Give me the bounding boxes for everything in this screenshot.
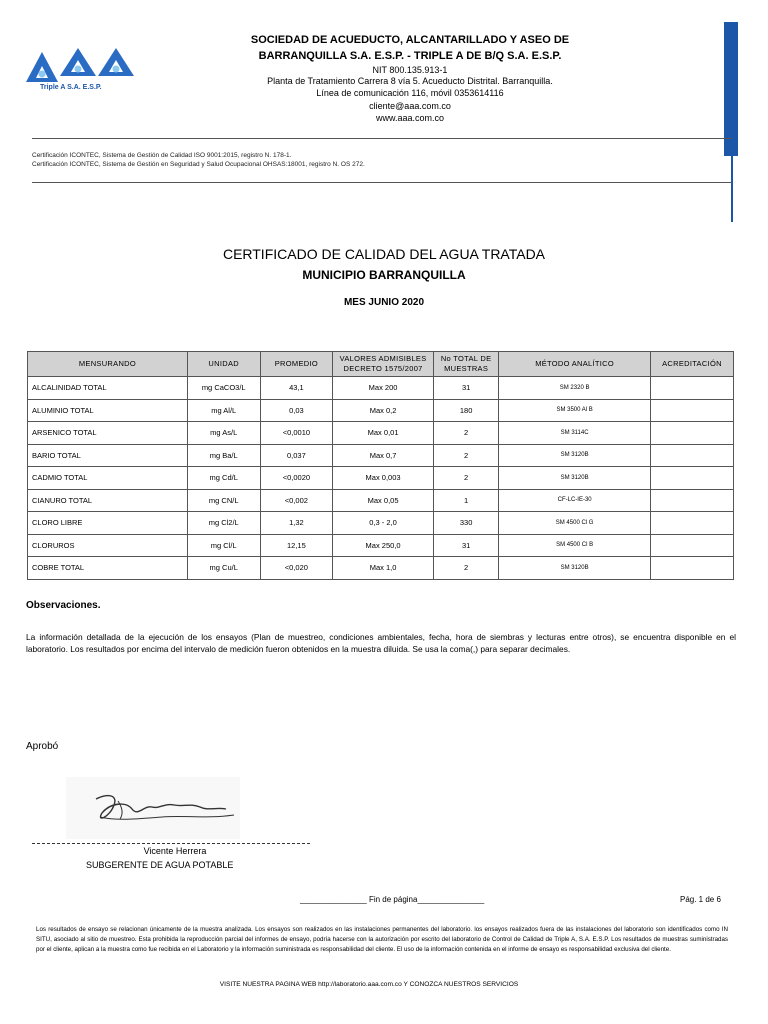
table-cell: 1	[433, 489, 498, 512]
table-header-row	[28, 352, 734, 377]
certifications-divider	[32, 182, 732, 183]
table-row	[28, 377, 734, 400]
table-cell: CADMIO TOTAL	[28, 467, 188, 490]
table-cell: Max 1,0	[333, 557, 434, 580]
table-cell: SM 3500 Al B	[499, 399, 651, 422]
table-cell: Max 250,0	[333, 534, 434, 557]
table-cell	[650, 377, 733, 400]
table-row	[28, 557, 734, 580]
table-cell: CF-LC-IE-30	[499, 489, 651, 512]
table-cell	[650, 444, 733, 467]
table-cell: SM 4500 Cl G	[499, 512, 651, 535]
table-cell: SM 3114C	[499, 422, 651, 445]
table-cell: 31	[433, 377, 498, 400]
phone-line: Línea de comunicación 116, móvil 0353614116	[316, 88, 504, 98]
report-month: MES JUNIO 2020	[343, 297, 425, 308]
table-row	[28, 444, 734, 467]
page-number: Pág. 1 de 6	[680, 895, 721, 904]
table-cell: SM 3120B	[499, 467, 651, 490]
table-cell: <0,0010	[260, 422, 333, 445]
legal-disclaimer: Los resultados de ensayo se relacionan únicamente de la muestra analizada. Los ensayos son realizados en las instalaciones permanentes del laboratorio. los ensayos realizados fuera de las instalaciones del laboratorio son identificados como IN SITU, asociado al sitio de muestreo. Esta prohibida la reproducción parcial del informes de ensayo, podría hacerse con la autorización por escrito del laboratorio de Control de Calidad de Triple A, S.A. E.S.P. Los resultados de muestras suministradas por el cliente, aplican a la muestra como fue recibida en el Laboratorio y la información suministrada es responsabilidad del cliente. El uso de la información contenida en el informe de ensayo es responsabilidad exclusiva del cliente.	[36, 926, 728, 954]
table-cell: COBRE TOTAL	[28, 557, 188, 580]
table-cell: Max 0,05	[333, 489, 434, 512]
observations-text: La información detallada de la ejecución de los ensayos (Plan de muestreo, condiciones ambientales, fecha, hora de siembras y lecturas entre otros), se encuentra disponible en el laboratorio. Los resultados por encima del intervalo de medición fueron obtenidos en la muestra diluida. Se usa la coma(,) para separar decimales.	[26, 632, 736, 654]
table-cell: 43,1	[260, 377, 333, 400]
table-cell: Max 0,003	[333, 467, 434, 490]
certification-iso: Certificación ICONTEC, Sistema de Gestión de Calidad ISO 9001:2015, registro N. 178-1.	[32, 152, 292, 159]
email-link[interactable]: cliente@aaa.com.co	[369, 101, 451, 111]
table-row	[28, 534, 734, 557]
brand-accent-bar	[724, 22, 738, 156]
logo-text: Triple A S.A. E.S.P.	[40, 84, 102, 91]
footer-website-notice: VISITE NUESTRA PAGINA WEB http://laboratorio.aaa.com.co Y CONOZCA NUESTROS SERVICIOS	[219, 981, 519, 988]
table-cell: Max 0,01	[333, 422, 434, 445]
table-cell: <0,0020	[260, 467, 333, 490]
column-header: No TOTAL DE MUESTRAS	[433, 352, 498, 377]
table-row	[28, 467, 734, 490]
table-row	[28, 489, 734, 512]
document-title: CERTIFICADO DE CALIDAD DEL AGUA TRATADA	[222, 246, 546, 262]
table-cell	[650, 512, 733, 535]
table-cell: 2	[433, 557, 498, 580]
table-cell: CLORUROS	[28, 534, 188, 557]
table-cell: mg CaCO3/L	[187, 377, 260, 400]
signer-role: SUBGERENTE DE AGUA POTABLE	[86, 860, 234, 870]
approved-label: Aprobó	[26, 741, 59, 752]
table-cell: 1,32	[260, 512, 333, 535]
brand-accent-line	[731, 150, 733, 222]
table-row	[28, 422, 734, 445]
table-cell: Max 0,2	[333, 399, 434, 422]
table-cell: SM 4500 Cl B	[499, 534, 651, 557]
table-body	[28, 377, 734, 580]
table-cell: 2	[433, 467, 498, 490]
table-cell: BARIO TOTAL	[28, 444, 188, 467]
end-of-page: _______________ Fin de página_______________	[300, 895, 485, 904]
table-cell: ALCALINIDAD TOTAL	[28, 377, 188, 400]
table-cell: SM 2320 B	[499, 377, 651, 400]
table-cell: mg Cd/L	[187, 467, 260, 490]
document-subtitle: MUNICIPIO BARRANQUILLA	[302, 268, 466, 282]
table-cell: 0,03	[260, 399, 333, 422]
table-cell	[650, 557, 733, 580]
column-header: UNIDAD	[187, 352, 260, 377]
org-name-line2: BARRANQUILLA S.A. E.S.P. - TRIPLE A DE B/Q S.A. E.S.P.	[258, 50, 562, 62]
table-cell: SM 3120B	[499, 444, 651, 467]
website-link[interactable]: www.aaa.com.co	[375, 113, 445, 123]
signer-name: Vicente Herrera	[143, 846, 207, 856]
table-cell: Max 200	[333, 377, 434, 400]
table-row	[28, 512, 734, 535]
table-cell	[650, 489, 733, 512]
signature-image	[66, 777, 240, 839]
table-cell: <0,002	[260, 489, 333, 512]
column-header: VALORES ADMISIBLES DECRETO 1575/2007	[333, 352, 434, 377]
table-cell: 12,15	[260, 534, 333, 557]
plant-address: Planta de Tratamiento Carrera 8 vía 5. Acueducto Distrital. Barranquilla.	[267, 76, 553, 86]
certification-ohsas: Certificación ICONTEC, Sistema de Gestión en Seguridad y Salud Ocupacional OHSAS:18001, registro N. OS 272.	[32, 161, 365, 168]
table-cell	[650, 399, 733, 422]
table-cell: ARSENICO TOTAL	[28, 422, 188, 445]
table-cell: SM 3120B	[499, 557, 651, 580]
table-cell: ALUMINIO TOTAL	[28, 399, 188, 422]
table-cell: mg CN/L	[187, 489, 260, 512]
table-cell	[650, 467, 733, 490]
table-cell: CIANURO TOTAL	[28, 489, 188, 512]
water-quality-table	[27, 351, 734, 580]
column-header: MENSURANDO	[28, 352, 188, 377]
table-cell: 31	[433, 534, 498, 557]
table-cell: 2	[433, 444, 498, 467]
table-cell: <0,020	[260, 557, 333, 580]
table-cell: 0,3 - 2,0	[333, 512, 434, 535]
table-cell: 2	[433, 422, 498, 445]
table-cell: 180	[433, 399, 498, 422]
observations-title: Observaciones.	[26, 600, 101, 611]
table-cell	[650, 534, 733, 557]
table-cell: mg Al/L	[187, 399, 260, 422]
org-name-line1: SOCIEDAD DE ACUEDUCTO, ALCANTARILLADO Y ASEO DE	[250, 34, 570, 46]
signature-line	[32, 843, 310, 844]
table-cell: mg Cu/L	[187, 557, 260, 580]
table-cell: 0,037	[260, 444, 333, 467]
header-divider	[32, 138, 732, 139]
column-header: ACREDITACIÓN	[650, 352, 733, 377]
table-cell: mg Cl2/L	[187, 512, 260, 535]
table-cell: CLORO LIBRE	[28, 512, 188, 535]
column-header: MÉTODO ANALÍTICO	[499, 352, 651, 377]
table-cell: mg Cl/L	[187, 534, 260, 557]
column-header: PROMEDIO	[260, 352, 333, 377]
table-cell: 330	[433, 512, 498, 535]
table-cell: mg As/L	[187, 422, 260, 445]
table-row	[28, 399, 734, 422]
table-cell: mg Ba/L	[187, 444, 260, 467]
table-cell	[650, 422, 733, 445]
table-cell: Max 0,7	[333, 444, 434, 467]
nit: NIT 800.135.913-1	[372, 65, 448, 75]
